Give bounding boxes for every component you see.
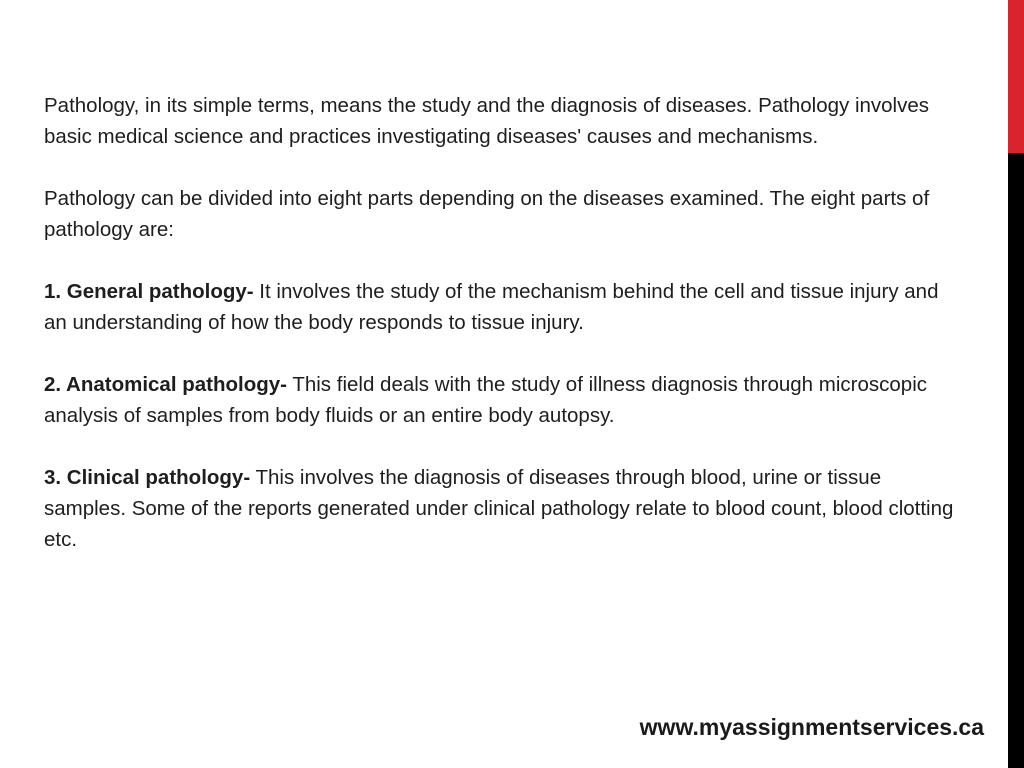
list-item-general-pathology: [44, 276, 964, 338]
side-accent-bar-black: [1008, 153, 1024, 768]
list-item-heading: 3. Clinical pathology-: [44, 466, 251, 489]
division-paragraph: Pathology can be divided into eight parts depending on the diseases examined. The eight parts of pathology are:: [44, 187, 930, 241]
slide-body: [44, 90, 964, 586]
list-item-heading: 1. General pathology-: [44, 280, 254, 303]
list-item-text: This field deals with the study of illness diagnosis through microscopic analysis of samples from body fluids or an entire body autopsy.: [44, 373, 927, 427]
footer-website-url: www.myassignmentservices.ca: [639, 714, 984, 740]
list-item-heading: 2. Anatomical pathology-: [44, 373, 287, 396]
intro-paragraph: Pathology, in its simple terms, means the study and the diagnosis of diseases. Pathology involves basic medical science and practices investigating diseases' causes and mechanisms.: [44, 94, 930, 148]
side-accent-bar-red: [1008, 0, 1024, 153]
list-item-anatomical-pathology: [44, 369, 964, 431]
list-item-text: It involves the study of the mechanism behind the cell and tissue injury and an understanding of how the body responds to tissue injury.: [44, 280, 939, 334]
list-item-clinical-pathology: [44, 462, 964, 555]
list-item-text: This involves the diagnosis of diseases through blood, urine or tissue samples. Some of the reports generated under clinical pathology relate to blood count, blood clotting etc.: [44, 466, 954, 551]
